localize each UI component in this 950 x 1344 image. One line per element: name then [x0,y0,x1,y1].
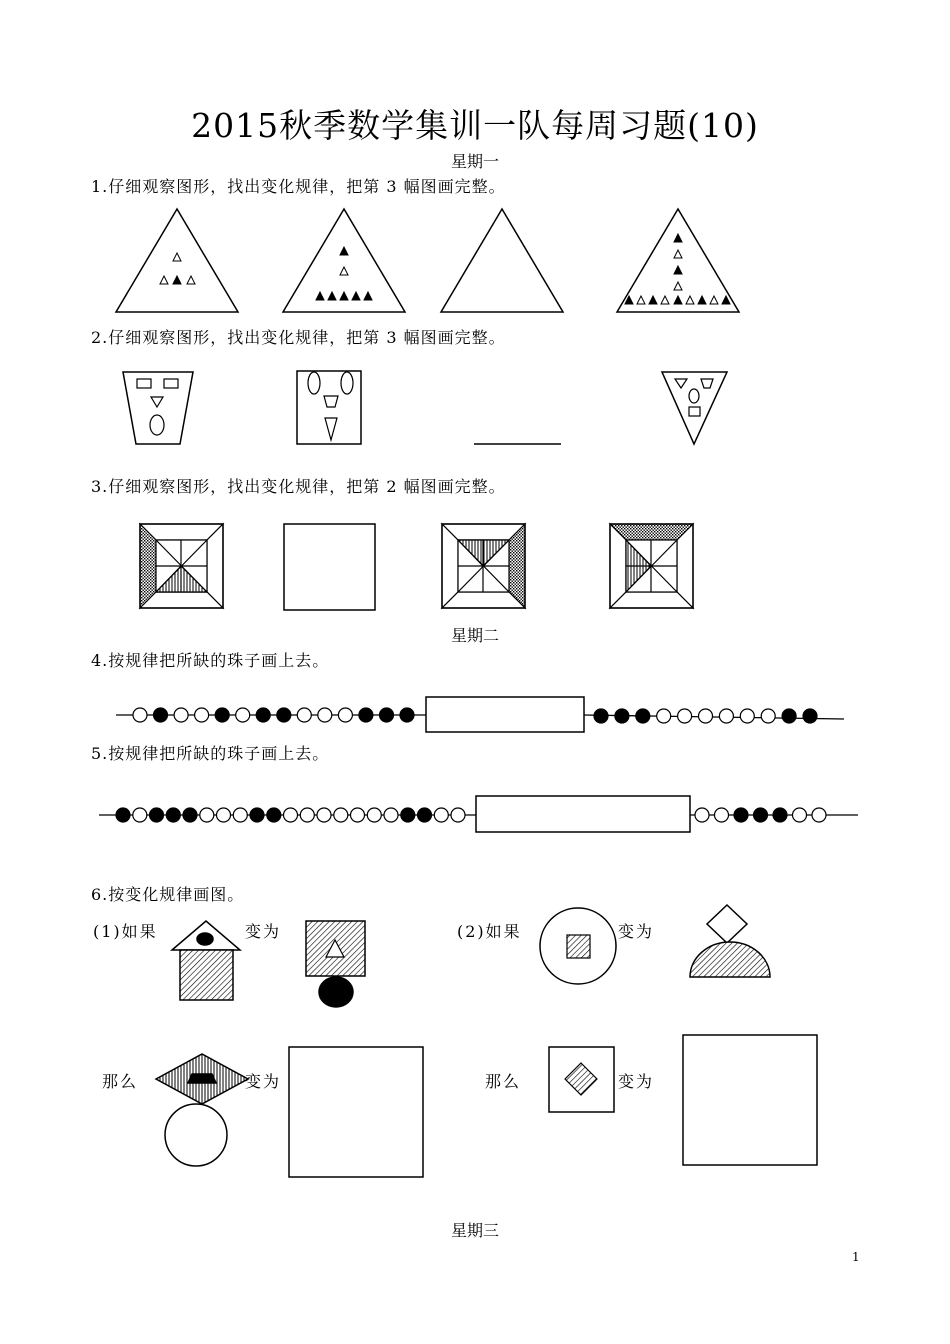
bead-open [351,808,365,822]
q6-part1-answer-box [289,1047,423,1177]
bead-open [695,808,709,822]
bead-open [174,708,188,722]
bead-filled [150,808,164,822]
bead-filled [734,808,748,822]
question-6: 6.按变化规律画图。 [91,885,245,904]
bead-open [195,708,209,722]
bead-filled [116,808,130,822]
q2-figure-4-triangle [662,372,727,444]
q5-beads-right [695,808,826,822]
page-title: 2015秋季数学集训一队每周习题(10) [191,106,759,145]
q6-part2-result [690,905,770,977]
bead-filled [250,808,264,822]
q6-part1-result [306,921,365,1007]
bead-open [297,708,311,722]
q3-square-3 [442,524,525,608]
bead-open [318,708,332,722]
day-heading-tuesday: 星期二 [450,626,499,645]
bead-open [761,709,775,723]
bead-open [740,709,754,723]
q2-figure-1-trapezoid [123,372,193,444]
bead-open [300,808,314,822]
q5-bead-string [99,796,858,832]
bead-filled [215,708,229,722]
bead-filled [773,808,787,822]
bead-open [719,709,733,723]
bead-filled [154,708,168,722]
bead-open [284,808,298,822]
q6-part1-becomes-label: 变为 [245,922,282,941]
q6-part1-if-label: (1)如果 [93,922,158,941]
question-2: 2.仔细观察图形，找出变化规律，把第 3 幅图画完整。 [91,328,506,347]
q6-part2-if-label: (2)如果 [457,922,522,941]
day-heading-monday: 星期一 [450,152,499,171]
q3-square-4 [610,524,693,608]
q6-part1-then-figure [156,1054,248,1166]
q1-triangle-4 [617,209,739,312]
bead-open [367,808,381,822]
day-heading-wednesday: 星期三 [450,1221,499,1240]
q6-part2-then-label: 那么 [485,1072,522,1091]
question-4: 4.按规律把所缺的珠子画上去。 [91,651,330,670]
bead-open [133,708,147,722]
page-number: 1 [852,1250,860,1264]
q6-part2-answer-box [683,1035,817,1165]
bead-filled [267,808,281,822]
q6-part2-becomes-label-2: 变为 [618,1072,655,1091]
bead-open [317,808,331,822]
bead-filled [256,708,270,722]
q1-triangle-2 [283,209,405,312]
q6-part1-becomes-label-2: 变为 [245,1072,282,1091]
bead-open [236,708,250,722]
bead-open [812,808,826,822]
bead-filled [166,808,180,822]
q6-part2-becomes-label: 变为 [618,922,655,941]
bead-open [715,808,729,822]
bead-open [657,709,671,723]
bead-open [678,709,692,723]
bead-open [451,808,465,822]
bead-filled [380,708,394,722]
bead-open [699,709,713,723]
q3-square-2-blank [284,524,375,610]
q4-bead-string [116,697,844,732]
bead-filled [183,808,197,822]
bead-filled [400,708,414,722]
bead-open [233,808,247,822]
bead-filled [615,709,629,723]
bead-filled [277,708,291,722]
q4-missing-beads-box [426,697,584,732]
question-3: 3.仔细观察图形，找出变化规律，把第 2 幅图画完整。 [91,477,506,496]
bead-filled [359,708,373,722]
bead-filled [594,709,608,723]
bead-open [133,808,147,822]
q4-beads-right [594,709,817,723]
bead-open [217,808,231,822]
bead-open [338,708,352,722]
q1-triangle-1 [116,209,238,312]
q5-missing-beads-box [476,796,690,832]
q6-part1-house [172,921,240,1000]
bead-filled [636,709,650,723]
q6-part2-then-figure [549,1047,614,1112]
bead-open [334,808,348,822]
bead-filled [401,808,415,822]
question-5: 5.按规律把所缺的珠子画上去。 [91,744,330,763]
bead-filled [754,808,768,822]
q6-part1-then-label: 那么 [102,1072,139,1091]
bead-open [200,808,214,822]
q6-part2-circle [540,908,616,984]
bead-open [434,808,448,822]
bead-filled [782,709,796,723]
bead-filled [803,709,817,723]
bead-open [384,808,398,822]
q5-beads-left [116,808,465,822]
bead-filled [418,808,432,822]
q2-figure-2-square [297,371,361,444]
q3-square-1 [140,524,223,608]
bead-open [793,808,807,822]
question-1: 1.仔细观察图形，找出变化规律，把第 3 幅图画完整。 [91,177,506,196]
q1-triangle-3-blank [441,209,563,312]
